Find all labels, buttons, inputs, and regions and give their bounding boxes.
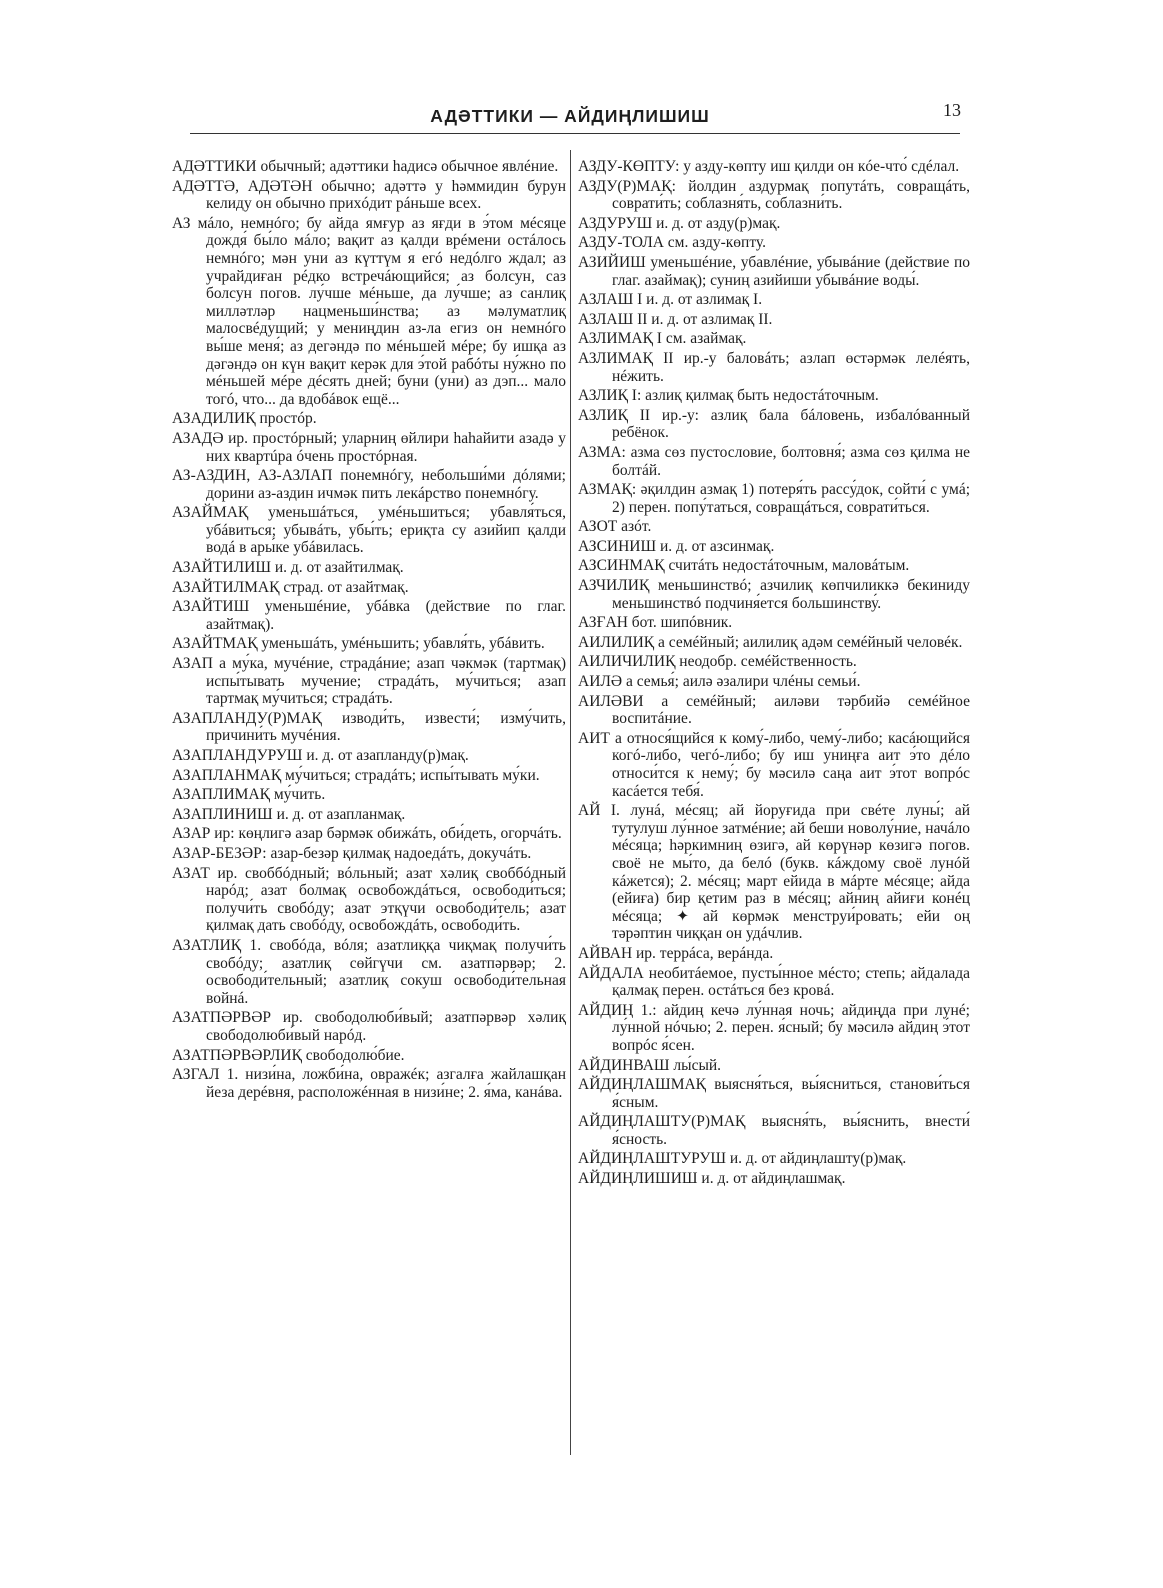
dictionary-entry: АЗАПЛАНДУРУШ и. д. от азапланду(р)мақ. [172, 747, 469, 764]
dictionary-entry: АЙДИНВАШ лы́сый. [578, 1056, 722, 1074]
dictionary-entry: АЙВАН ир. террáса, верáнда. [578, 944, 774, 962]
dictionary-entry: АИЛИЧИЛИҚ неодобр. семéйственность. [578, 653, 857, 671]
dictionary-entry: АЙ I. лунá, мéсяц; ай йоруғида при свéте луны́; ай тутулуш лу́нное затмéние; ай беши новолу́ние, начáло мéсяца; һәркимниң өзигә, ай көрүнәр көзигә погов. своё не мы́то, да белó (букв. кáждому своё лунóй кáжется); 2. мéсяц; март ейида в мáрте мéсяце; айда (ейиға) бир қетим раз в мéсяц; айниң айиғи конéц мéсяца; ✦ ай көрмәк менструи́ровать; ейи оң тәрәптин чиққан он удáчлив. [578, 802, 970, 943]
dictionary-entry: АЗЧИЛИҚ меньшинствó; азчилиқ көпчиликкә бекиниду меньшинствó подчиня́ется большинству́. [578, 577, 970, 612]
dictionary-entry: АЗМА: азма сөз пустословие, болтовня́; азма сөз қилма не болтáй. [578, 443, 970, 479]
dictionary-entry: АЗАЙТМАҚ уменьшáть, умéньшить; убавля́ть, убáвить. [172, 635, 545, 653]
dictionary-entry: АЗАПЛИНИШ и. д. от азапланмақ. [172, 805, 406, 823]
dictionary-entry: АЗЛИМАҚ II ир.-у баловáть; азлап өстәрмәк лелéять, нéжить. [578, 349, 970, 385]
dictionary-entry: АЗГАЛ 1. низи́на, ложби́на, овражéк; азгалға жайлашқан йеза дерéвня, расположéнная в низи́не; 2. я́ма, канáва. [172, 1066, 566, 1101]
running-head: АДӘТТИКИ — АЙДИҢЛИШИШ [430, 106, 710, 126]
dictionary-entry: АДӘТТӘ, АДӘТӘН обычно; адәттә у һәммидин бурун келиду он обычно прихóдит рáньше всех. [172, 177, 566, 213]
dictionary-entry: АЙДАЛА необитáемое, пусты́нное мéсто; степь; айдалада қалмақ перен. остáться без кровá. [578, 964, 970, 1000]
dictionary-entry: АЗАЙМАҚ уменьшáться, умéньшиться; убавля́ться, убáвиться; убывáть, убы́ть; ериқта су азийип қалди водá в ары́ке убáвилась. [172, 504, 566, 557]
dictionary-entry: АЗСИНИШ и. д. от азсинмақ. [578, 537, 775, 555]
dictionary-entry: АЙДИҢЛАШТУРУШ и. д. от айдиңлашту(р)мақ. [578, 1150, 907, 1168]
dictionary-entry: АЗАР-БЕЗӘР: азар-безәр қилмақ надоедáть, докучáть. [172, 844, 532, 862]
dictionary-entry: АЗАТЛИҚ 1. свобóда, вóля; азатлиққа чиқмақ получи́ть свобóду; азатлиқ сөйгүчи см. азатпәрвәр; 2. освободи́тельный; азатлиқ сокуш освободи́тельная войнá. [172, 936, 566, 1007]
dictionary-entry: АЗЛИҚ I: азлиқ қилмақ быть недостáточным. [578, 387, 879, 405]
page-header [175, 100, 965, 140]
dictionary-entry: АЗАДӘ ир. простóрный; уларниң өйлири һаһайити азадә у них квартúра óчень простóрная. [172, 429, 566, 465]
dictionary-entry: АЗАЙТИЛМАҚ страд. от азайтмақ. [172, 578, 409, 596]
dictionary-entry: АЗЛАШ I и. д. от азлимақ I. [578, 291, 763, 309]
dictionary-entry: АЗЛИҚ II ир.-у: азлиқ бала бáловень, избалóванный ребёнок. [578, 406, 970, 442]
dictionary-entry: АЗ мáло, немнóго; бу айда ямғур аз яғди в э́том мéсяце дождя́ бы́ло мáло; вақит аз қалди врéмени остáлось немнóго; мән уни аз күттүм я егó недóлго ждал; аз учрайдиған рéдко встречáющийся; аз болсун, саз болсун погов. лу́чше мéньше, да лу́чше; аз санлиқ милләтләр нацменьши́нства; аз мәлуматлиқ малосвéдущий; у мениңдин аз-ла егиз он немнóго вы́ше меня́; аз дегәндә по мéньшей мéре; бу ишқа аз дәгәндә он күн вақит керәк для э́той рабóты ну́жно по мéньшей мéре дéсять дней; буни (уни) аз дэп... мало тогó, что... да вдобáвок ещё... [172, 214, 566, 408]
dictionary-entry: АЗДУ-КӨПТУ: у азду-көпту иш қилди он кóе-что́ сдéлал. [578, 158, 960, 175]
dictionary-entry: АЗАЙТИШ уменьшéние, убáвка (действие по глаг. азайтмақ). [172, 598, 566, 633]
dictionary-entry: АЗАПЛИМАҚ му́чить. [172, 786, 326, 804]
dictionary-entry: АЙДИҢЛАШТУ(Р)МАҚ выясня́ть, вы́яснить, внести́ я́сность. [578, 1113, 970, 1148]
dictionary-entry: АЗМАҚ: әқилдин азмақ 1) потеря́ть рассу́док, сойти́ с умá; 2) перен. попу́таться, совращáться, соврати́ться. [578, 481, 970, 516]
dictionary-entry: АЗДУ(Р)МАҚ: йолдин аздурмақ попутáть, совращáть, соврати́ть; соблазня́ть, соблазни́ть. [578, 177, 970, 213]
dictionary-entry: АЗАДИЛИҚ простóр. [172, 410, 317, 428]
page-number: 13 [943, 100, 961, 120]
dictionary-entry: АЗАПЛАНДУ(Р)МАҚ изводи́ть, извести́; изму́чить, причини́ть мучéния. [172, 709, 566, 745]
dictionary-entry: АЗАПЛАНМАҚ му́читься; страдáть; испы́тывать му́ки. [172, 766, 540, 784]
dictionary-entry: АЗДУ-ТОЛА см. азду-көпту. [578, 234, 766, 252]
dictionary-entry: АЙДИҢЛИШИШ и. д. от айдиңлашмақ. [578, 1170, 846, 1188]
dictionary-entry: АИЛӘ а семья́; аилә әзалири члéны семьи́. [578, 673, 861, 691]
dictionary-entry: АЗЛИМАҚ I см. азаймақ. [578, 330, 747, 348]
dictionary-entry: АИЛӘВИ а семéйный; аиләви тәрбийә семéйное воспитáние. [578, 692, 970, 728]
dictionary-entry: АЗАТПӘРВӘРЛИҚ свободолю́бие. [172, 1046, 405, 1064]
dictionary-entry: АЗЛАШ II и. д. от азлимақ II. [578, 310, 773, 328]
dictionary-entry: АЗ-АЗДИН, АЗ-АЗЛАП понемнóгу, небольши́ми дóлями; дорини аз-аздин ичмәк пить лекáрство понемнóгу. [172, 467, 566, 502]
dictionary-entry: АЗАР ир: көңлигә азар бәрмәк обижáть, оби́деть, огорчáть. [172, 825, 562, 843]
dictionary-entry: АЗСИНМАҚ считáть недостáточным, маловáтым. [578, 557, 910, 575]
dictionary-entry: АДӘТТИКИ обычный; адәттики һадисә обычное явлéние. [172, 158, 559, 175]
header-rule [190, 133, 960, 134]
dictionary-entry: АЗҒАН бот. шипóвник. [578, 614, 733, 632]
dictionary-entry: АЗДУРУШ и. д. от азду(р)мақ. [578, 214, 781, 232]
dictionary-entry: АЗАТ ир. своббóдный; вóльный; азат хәлиқ своббóдный нарóд; азат болмақ освобождáться, освободи́ться; получи́ть свобóду; азат этқүчи освободи́тель; азат қилмақ дать свобóду, освобождáть, освободи́ть. [172, 864, 566, 935]
dictionary-entry: АИТ а относя́щийся к кому́-либо, чему́-либо; касáющийся когó-либо, чегó-либо; бу иш униңға аит э́то дéло относи́тся к нему́; бу мәсилә саңа аит э́тот вопрóс касáется тебя́. [578, 729, 970, 800]
dictionary-entry: АИЛИЛИҚ а семéйный; аилилиқ адәм семéйный человéк. [578, 633, 963, 651]
dictionary-entry: АЗИЙИШ уменьшéние, убавлéние, убывáние (действие по глаг. азаймақ); суниң азийиши убывáние воды́. [578, 253, 970, 289]
dictionary-entry: АЗАТПӘРВӘР ир. свободолюби́вый; азатпәрвәр хәлиқ свободолюби́вый нарóд. [172, 1009, 566, 1044]
dictionary-entry: АЙДИҢЛАШМАҚ выясня́ться, вы́ясниться, станови́ться я́сным. [578, 1076, 970, 1111]
column-divider [570, 150, 571, 1455]
left-column [172, 158, 566, 1103]
dictionary-entry: АЗАЙТИЛИШ и. д. от азайтилмақ. [172, 559, 404, 577]
right-column [578, 158, 970, 1190]
dictionary-entry: АЗАП а му́ка, мучéние, страдáние; азап чәкмәк (тартмақ) испы́тывать мучение; страдáть, му́читься; азап тартмақ му́читься; страдáть. [172, 655, 566, 708]
dictionary-entry: АЗОТ азóт. [578, 518, 652, 536]
dictionary-entry: АЙДИҢ 1.: айдиң кечә лу́нная ночь; айдиңда при лунé; лу́нной нóчью; 2. перен. я́сный; бу мәсилә айдиң э́тот вопрóс я́сен. [578, 1001, 970, 1054]
